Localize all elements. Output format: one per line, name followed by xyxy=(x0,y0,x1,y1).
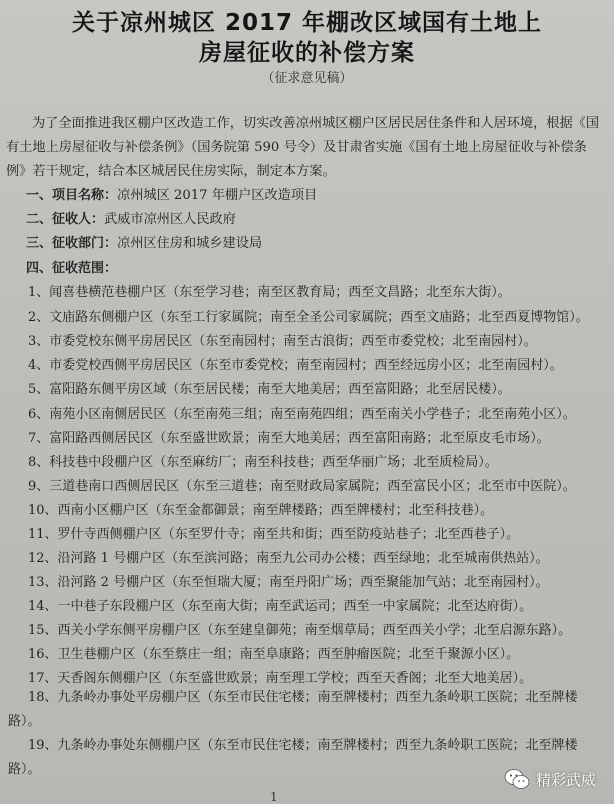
item-bounds: （东至南大街；南至武运司；西至一中家属院；北至达府街）。 xyxy=(174,599,533,614)
list-item xyxy=(14,451,498,470)
item-name: 闻喜巷横范巷棚户区 xyxy=(49,285,167,300)
list-item xyxy=(14,571,549,590)
list-item xyxy=(14,354,563,373)
list-item xyxy=(14,643,519,662)
item-number: 12、 xyxy=(28,551,58,566)
item-bounds: （东至罗什寺；南至共和街；西至防疫站巷子；北至西巷子）。 xyxy=(161,527,520,542)
list-item xyxy=(14,667,532,686)
watermark-text: 精彩武威 xyxy=(535,770,596,789)
item-bounds: （东至滨河路；南至九公司办公楼；西至绿地；北至城南供热站）。 xyxy=(165,551,549,566)
section-project-name xyxy=(26,184,317,203)
list-item xyxy=(14,547,549,566)
item-bounds: （东至蔡庄一组；南至阜康路；西至肿瘤医院；北至千聚源小区）。 xyxy=(135,647,520,662)
list-item xyxy=(14,619,571,638)
list-item xyxy=(14,523,519,542)
item-number: 15、 xyxy=(28,623,58,638)
section-scope xyxy=(26,257,117,276)
item-number: 17、 xyxy=(28,671,58,686)
item-name: 市委党校东侧平房居民区 xyxy=(49,334,193,349)
item-name: 三道巷南口西侧居民区 xyxy=(49,479,180,494)
item-name: 富阳路西侧居民区 xyxy=(49,431,154,446)
item-name: 南苑小区南侧居民区 xyxy=(49,407,167,422)
item-bounds: （东至南苑三组；南至南苑四组；西至南关小学巷子；北至南苑小区）。 xyxy=(166,407,576,422)
item-name: 西关小学东侧平房棚户区 xyxy=(57,623,201,638)
section-expropriator xyxy=(26,208,236,227)
item-name: 文庙路东侧棚户区 xyxy=(49,310,154,325)
item-number: 19、 xyxy=(28,738,58,753)
item-bounds: （东至学习巷；南至区教育局；西至文昌路；北至东大街）。 xyxy=(166,285,511,300)
list-item xyxy=(14,595,532,614)
item-name: 市委党校西侧平房居民区 xyxy=(49,358,193,373)
list-item xyxy=(14,281,511,300)
item-name: 沿河路 2 号棚户区 xyxy=(57,575,166,590)
item-number: 8、 xyxy=(28,455,50,470)
item-name: 天香阁东侧棚户区 xyxy=(57,671,162,686)
section-label: 三、征收部门： xyxy=(26,236,118,251)
list-item xyxy=(14,306,589,325)
item-name: 一中巷子东段棚户区 xyxy=(57,599,175,614)
item-text: 九条岭办事处平房棚户区（东至市民住宅楼；南至牌楼村；西至九条岭职工医院；北至牌楼路）。 xyxy=(8,690,578,729)
item-bounds: （东至恒瑞大厦；南至丹阳广场；西至聚能加气站；北至南园村）。 xyxy=(165,575,549,590)
item-name: 科技巷中段棚户区 xyxy=(49,455,154,470)
item-name: 西南小区棚户区 xyxy=(57,503,149,518)
list-item xyxy=(14,499,493,518)
item-bounds: （东至盛世欧景；南至理工学校；西至天香阁；北至大地美居）。 xyxy=(161,671,533,686)
item-bounds: （东至麻纺厂；南至科技巷；西至华丽广场；北至质检局）。 xyxy=(153,455,498,470)
section-value: 凉州城区 2017 年棚户区改造项目 xyxy=(117,188,318,203)
item-number: 13、 xyxy=(28,575,58,590)
item-number: 10、 xyxy=(28,503,58,518)
document-title-line-1: 关于凉州城区 2017 年棚改区域国有土地上 xyxy=(71,10,543,36)
item-number: 11、 xyxy=(28,527,58,542)
list-item xyxy=(14,403,576,422)
item-name: 富阳路东侧平房区域 xyxy=(49,382,167,397)
list-item-wrapped xyxy=(8,686,608,734)
wechat-watermark xyxy=(504,768,596,790)
list-item xyxy=(14,427,550,446)
document-title-line-2: 房屋征收的补偿方案 xyxy=(199,40,415,66)
page-number: 1 xyxy=(270,790,278,804)
item-bounds: （东至南园村；南至古浪街；西至市委党校；北至南园村）。 xyxy=(192,334,537,349)
item-bounds: （东至工行家属院；南至全圣公司家属院；西至文庙路；北至西夏博物馆）。 xyxy=(153,310,589,325)
item-number: 2、 xyxy=(28,310,50,325)
wechat-icon xyxy=(504,768,530,790)
section-value: 武威市凉州区人民政府 xyxy=(104,212,236,227)
item-number: 9、 xyxy=(28,479,50,494)
item-bounds: （东至市委党校；南至南园村；西至经远房小区；北至南园村）。 xyxy=(192,358,563,373)
item-number: 16、 xyxy=(28,647,58,662)
item-bounds: （东至盛世欧景；南至大地美居；西至富阳南路；北至原皮毛市场）。 xyxy=(153,431,550,446)
list-item xyxy=(14,330,537,349)
intro-paragraph: 为了全面推进我区棚户区改造工作，切实改善凉州城区棚户区居民居住条件和人居环境，根据《国有土地上房屋征收与补偿条例》（国务院第 590 号令）及甘肃省实施《国有土地上房屋征收与补偿条例》若干规定，结合本区城居民住房实际，制定本方案。 xyxy=(6,116,600,179)
item-name: 罗什寺西侧棚户区 xyxy=(57,527,162,542)
section-label: 四、征收范围： xyxy=(26,261,118,276)
item-number: 14、 xyxy=(28,599,58,614)
item-number: 7、 xyxy=(28,431,50,446)
list-item xyxy=(14,378,511,397)
item-number: 1、 xyxy=(28,285,50,300)
section-department xyxy=(26,232,262,251)
item-number: 5、 xyxy=(28,382,50,397)
item-bounds: （东至三道巷；南至财政局家属院；西至富民小区；北至市中医院）。 xyxy=(179,479,576,494)
list-item xyxy=(14,475,576,494)
item-bounds: （东至居民楼；南至大地美居；西至富阳路；北至居民楼）。 xyxy=(166,382,511,397)
item-name: 卫生巷棚户区 xyxy=(57,647,136,662)
section-label: 二、征收人： xyxy=(26,212,105,227)
item-number: 3、 xyxy=(28,334,50,349)
draft-subtitle: （征求意见稿） xyxy=(261,71,353,86)
item-number: 6、 xyxy=(28,407,50,422)
item-name: 沿河路 1 号棚户区 xyxy=(57,551,166,566)
item-bounds: （东至金都御景；南至牌楼路；西至牌楼村；北至科技巷）。 xyxy=(148,503,494,518)
item-number: 18、 xyxy=(28,690,58,705)
item-bounds: （东至建皇御苑；南至烟草局；西至西关小学；北至启源东路）。 xyxy=(200,623,572,638)
item-number: 4、 xyxy=(28,358,50,373)
item-text: 九条岭办事处东侧棚户区（东至市民住宅楼；南至牌楼村；西至九条岭职工医院；北至牌楼路）。 xyxy=(8,738,578,777)
section-value: 凉州区住房和城乡建设局 xyxy=(117,236,263,251)
section-label: 一、项目名称： xyxy=(26,188,118,203)
